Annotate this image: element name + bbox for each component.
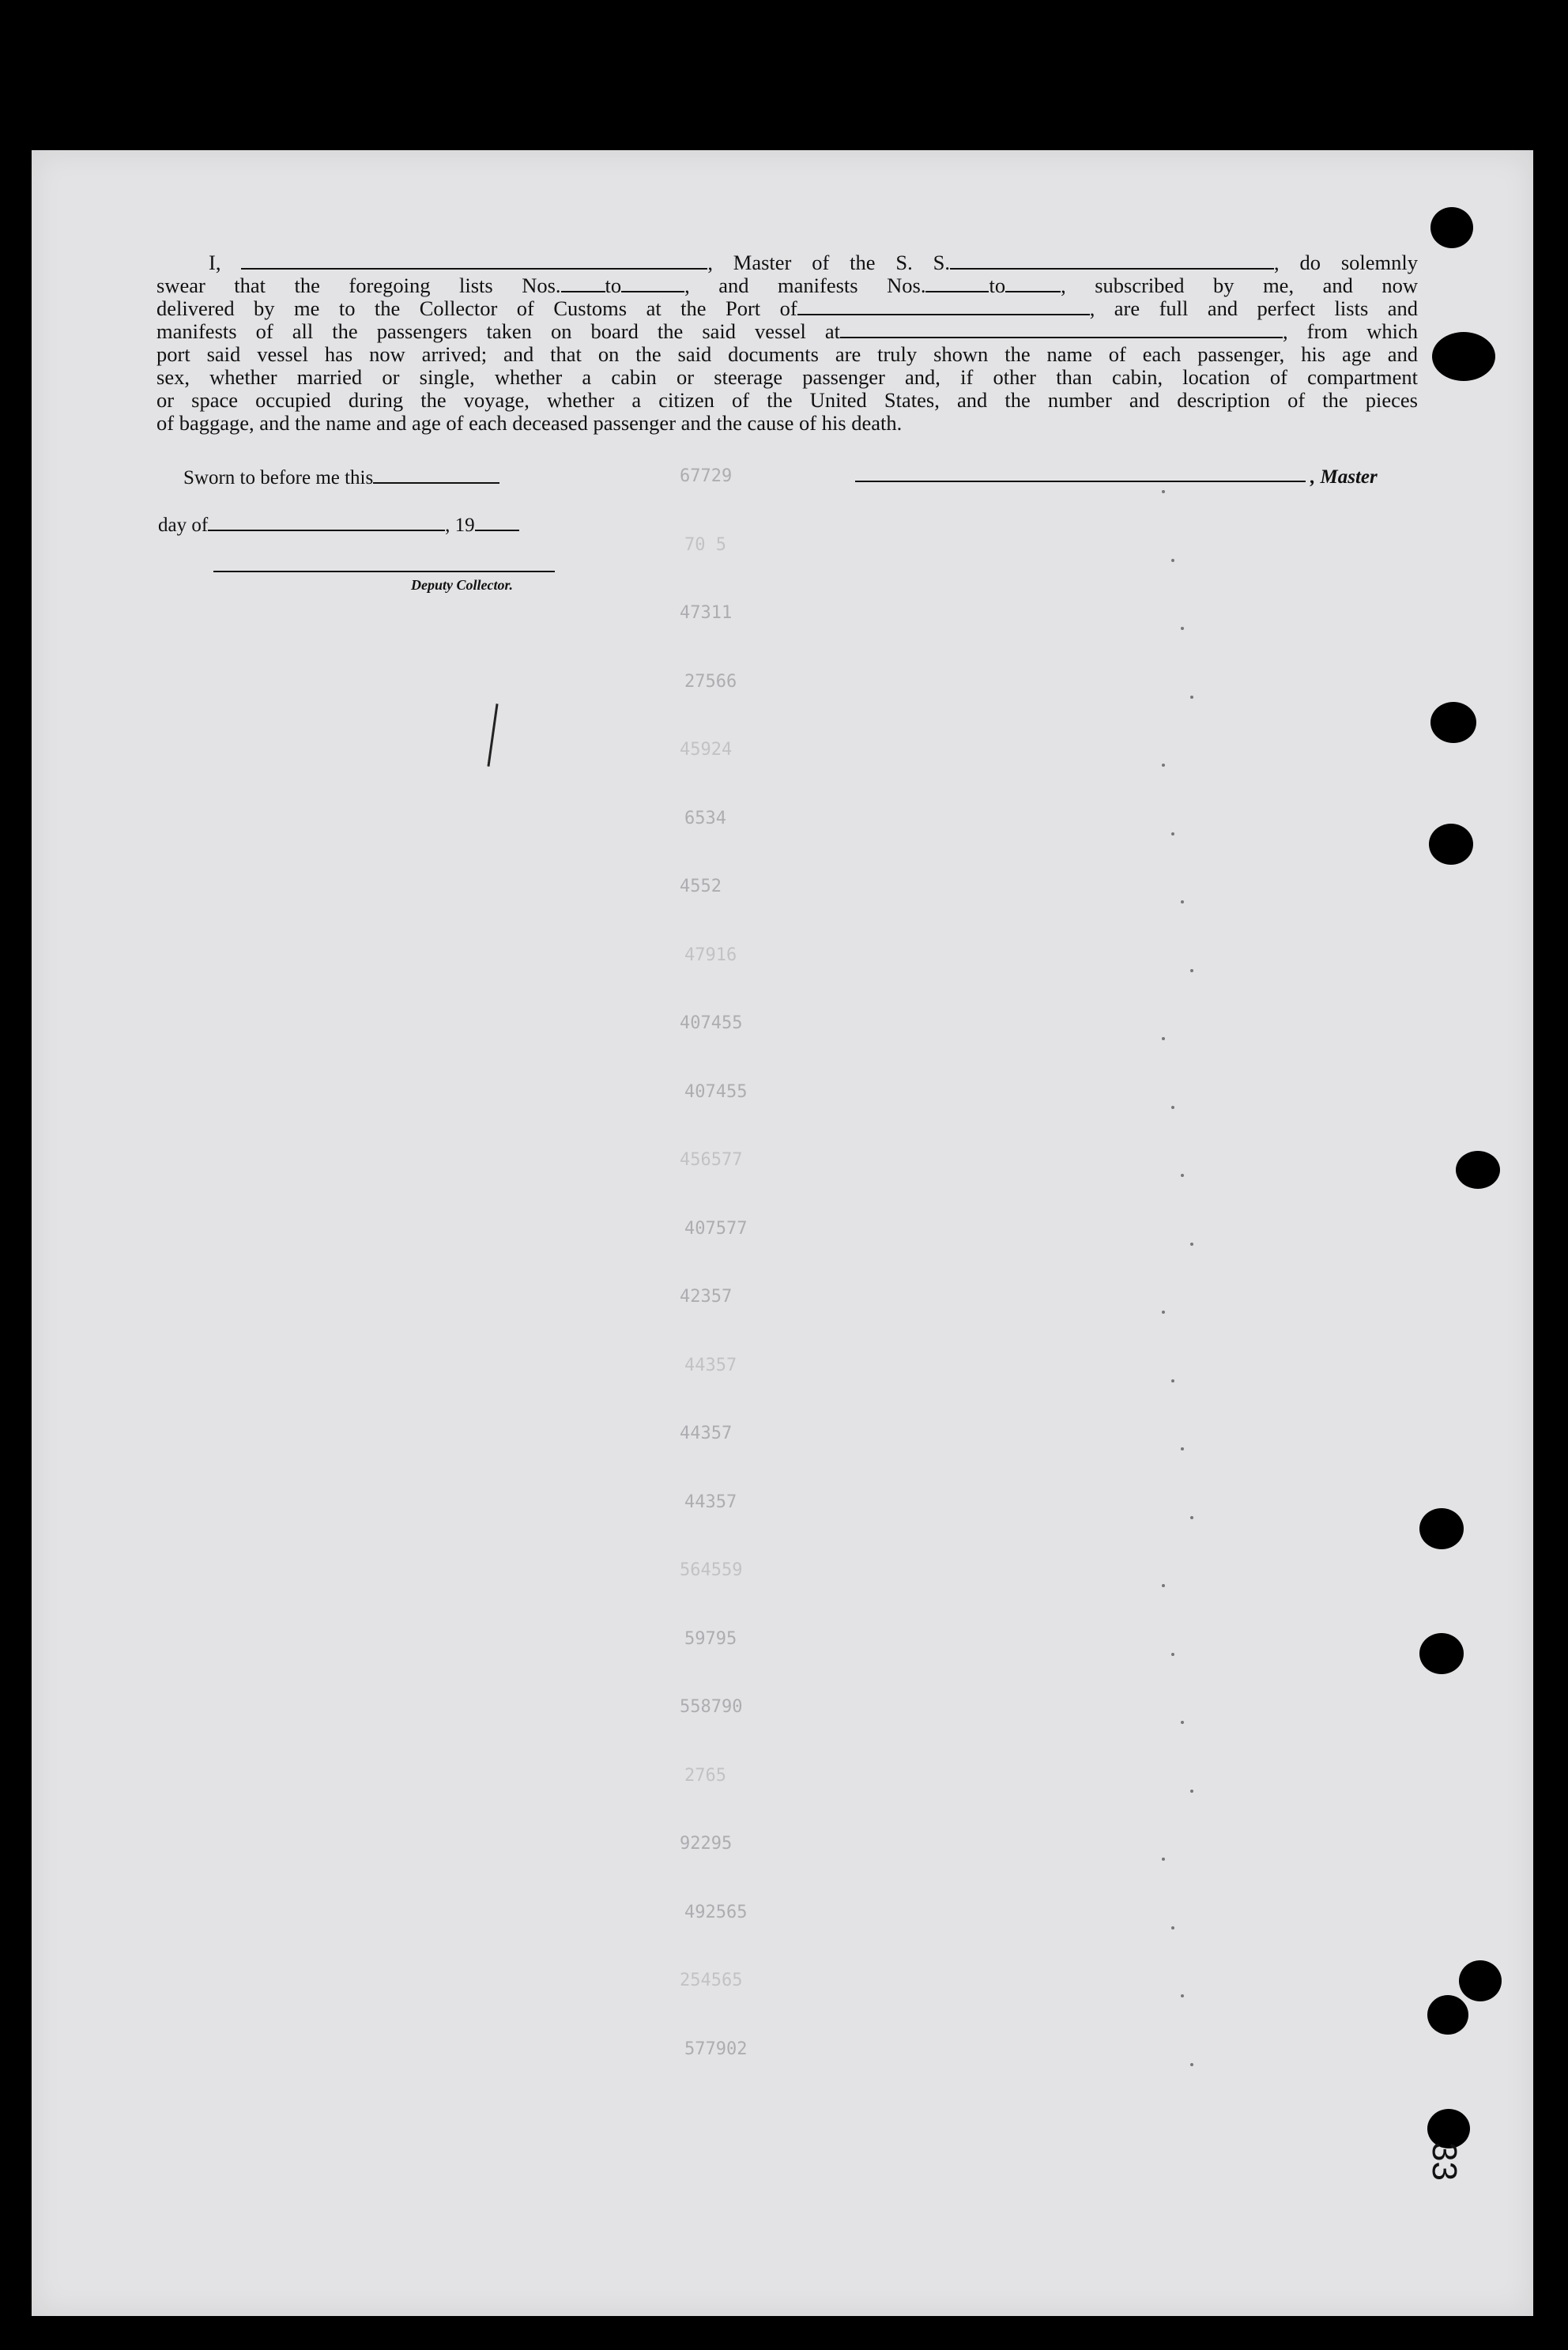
day-of-statement: day of , 19 xyxy=(158,514,519,537)
ink-dot xyxy=(1181,627,1184,630)
bleed-through-number: 254565 xyxy=(680,1971,743,1990)
bleed-through-number: 45924 xyxy=(680,740,733,760)
punch-hole xyxy=(1432,332,1495,381)
bleed-through-number: 44357 xyxy=(680,1424,733,1443)
ink-dot xyxy=(1171,1106,1174,1109)
master-oath-paragraph xyxy=(156,251,1418,435)
oath-line-8: of baggage, and the name and age of each deceased passenger and the cause of his death. xyxy=(156,411,903,435)
departure-port-blank xyxy=(840,321,1283,338)
oath-line-3: delivered by me to the Collector of Customs at the Port of , are full and perfect lists and xyxy=(156,296,1418,320)
ink-dot xyxy=(1181,1447,1184,1450)
bleed-through-number: 70 5 xyxy=(684,534,726,555)
deputy-collector-label: Deputy Collector. xyxy=(411,577,513,593)
ink-dot xyxy=(1181,900,1184,903)
bleed-through-number: 92295 xyxy=(680,1834,733,1854)
punch-hole xyxy=(1429,824,1473,865)
bleed-through-number: 577902 xyxy=(684,2039,748,2059)
ink-dot xyxy=(1190,696,1193,699)
master-label: , Master xyxy=(1310,466,1378,488)
ink-dot xyxy=(1171,1926,1174,1929)
punch-hole xyxy=(1456,1151,1500,1189)
punch-hole xyxy=(1427,1995,1468,2035)
pen-mark xyxy=(487,703,498,767)
ink-dot xyxy=(1190,1790,1193,1793)
ink-dot xyxy=(1190,969,1193,972)
bleed-through-number: 2765 xyxy=(684,1765,726,1786)
ink-dot xyxy=(1171,1653,1174,1656)
ink-dot xyxy=(1171,1379,1174,1382)
top-edge-marks xyxy=(221,157,1565,169)
bleed-through-number: 407455 xyxy=(680,1013,743,1033)
oath-line-2: swear that the foregoing lists Nos. to , and manifests Nos. to , subscribed by me, and now xyxy=(156,273,1418,297)
bleed-through-number: 44357 xyxy=(684,1355,737,1375)
bleed-through-number: 558790 xyxy=(680,1697,743,1717)
ink-dot xyxy=(1171,832,1174,836)
oath-line-6: sex, whether married or single, whether a cabin or steerage passenger and, if other than cabin, location of compartment xyxy=(156,365,1418,389)
port-blank xyxy=(797,298,1090,315)
bleed-through-number: 47311 xyxy=(680,603,733,623)
bleed-through-number: 4552 xyxy=(680,877,722,896)
ink-dot xyxy=(1162,1037,1165,1040)
manifest-page xyxy=(32,150,1533,2316)
bleed-through-number: 407455 xyxy=(684,1081,748,1102)
ink-dot xyxy=(1171,559,1174,562)
bleed-through-number: 564559 xyxy=(680,1560,743,1580)
punch-hole xyxy=(1430,207,1473,248)
bleed-through-number: 59795 xyxy=(684,1628,737,1649)
punch-hole xyxy=(1430,702,1476,743)
bleed-through-number: 6534 xyxy=(684,808,726,828)
oath-line-5: port said vessel has now arrived; and that on the said documents are truly shown the name of each passenger, his age and xyxy=(156,342,1418,366)
bleed-through-number: 47916 xyxy=(684,945,737,965)
ink-dot xyxy=(1181,1174,1184,1177)
bleed-through-number: 492565 xyxy=(684,1902,748,1922)
ink-dot xyxy=(1190,1243,1193,1246)
punch-hole xyxy=(1419,1508,1464,1549)
sworn-statement: Sworn to before me this xyxy=(183,466,499,489)
oath-line-7: or space occupied during the voyage, whether a citizen of the United States, and the number and description of the pieces xyxy=(156,388,1418,412)
ink-dot xyxy=(1181,1721,1184,1724)
ink-dot xyxy=(1162,490,1165,493)
oath-line-1: I, , Master of the S. S. , do solemnly xyxy=(209,251,1419,274)
bleed-through-number: 456577 xyxy=(680,1150,743,1170)
ink-dot xyxy=(1162,1311,1165,1314)
bleed-through-number: 42357 xyxy=(680,1287,733,1307)
deputy-signature-line xyxy=(213,571,555,572)
master-signature-line xyxy=(855,481,1306,482)
bleed-through-number: 27566 xyxy=(684,671,737,692)
ink-dot xyxy=(1162,764,1165,767)
bleed-through-number: 407577 xyxy=(684,1218,748,1239)
ink-dot xyxy=(1190,2063,1193,2066)
punch-hole xyxy=(1459,1960,1502,2001)
bleed-through-number: 67729 xyxy=(680,466,733,486)
punch-hole xyxy=(1419,1633,1464,1674)
ink-dot xyxy=(1181,1994,1184,1997)
ship-name-blank xyxy=(950,252,1274,270)
ink-dot xyxy=(1190,1516,1193,1519)
oath-line-4: manifests of all the passengers taken on board the said vessel at , from which xyxy=(156,319,1418,343)
ink-dot xyxy=(1162,1584,1165,1587)
ink-dot xyxy=(1162,1858,1165,1861)
page-number: 33 xyxy=(1425,2142,1464,2181)
master-name-blank xyxy=(241,252,707,270)
bleed-through-number: 44357 xyxy=(684,1492,737,1512)
